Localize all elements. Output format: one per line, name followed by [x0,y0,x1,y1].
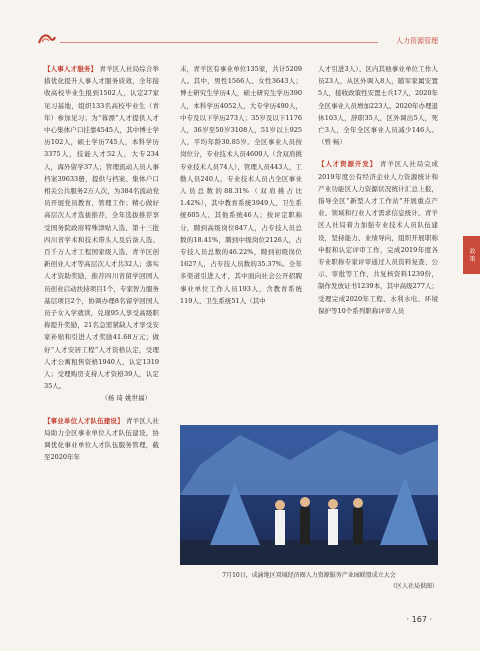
page-number: · 167 · [406,615,432,624]
caption-line-1: 7月10日，成渝地区双城经济圈人力资源服务产业园联盟成立大会 [222,572,396,579]
author-signature: （杨 琦 姚世福） [101,394,151,403]
section-heading-talent-development: 【人才资源开发】 [318,160,377,169]
paragraph-text: 末，青羊区有事业单位135家，共计5209人。其中，男性1566人、女性3643人；博士研究生学历4人，硕士研究生学历390人，本科学历4052人，大专学历490人，中专及以下学历273人；35岁及以下1176人，36岁至50岁3108人，51岁以上925人，平均年龄30.85岁。全区事业人员按岗位分，专业技术人员4600人（含双肩挑专业技术人员74人），管理人员443人，工勤人员240人，专业技术人员占全区事业人员总数的88.31%（双肩挑占比1.42%），其中教育系统3949人、卫生系统605人、其他系统46人；按评定职称分，聘到高级岗位847人，占专技人员总数的18.41%，聘到中级岗位2126人，占专技人员总数的46.22%，聘到初级岗位1627人，占专技人员数的35.37%。全年多渠道引进人才，其中面向社会公开招聘事业单位工作人员193人，含教育系统119人、卫生系统51人（其中 [180,65,302,305]
photo-caption [180,570,438,592]
header-logo-icon [38,33,56,45]
column-3 [318,63,438,317]
section-heading-institution-talent: 【事业单位人才队伍建设】 [44,416,124,425]
paragraph-talent-development [318,158,438,317]
event-photo [180,425,438,565]
section-heading-personnel-service: 【人事人才服务】 [44,65,98,73]
paragraph-text: 青羊区人社局综合举措优化提升人事人才服务质效，全年接收高校毕业生报到1502人，认定27家见习基地，组织133名高校毕业生（青年）参加见习；为“蓉漂”人才提供人才中心集体户口挂靠4545人，其中博士学历102人，硕士学历745人，本科学历3375人，技能人才52人，大专234人，海外留学37人；管理流动人员人事档案39633册，提供与档案、集体户口相关公共服务2万人次，为384名流动党员开展党员教育，管理工作；精心做好高层次人才选拔推荐，全年选拔推荐享受国务院政府特殊津贴人选、第十三批四川省学术和技术带头人及后备人选、百千万人才工程国家级人选、青羊区创新创业人才等高层次人才共32人；落实人才资助奖励，推荐四川省留学回国人员创业启动扶持项目1个，专家智力服务基层项目2个，协调办理8名留学回国人员子女入学就读，兑现95人享受高级职称提升奖励，21名急需紧缺人才享受安家补贴和引进人才奖励41.68万元；做好“人才安居工程”人才资格认定，受理人才公寓租售资格1940人，认定1319人；受理购房支持人才资格39人，认定35人。 [44,65,159,391]
header-rule [60,42,378,43]
paragraph-personnel-service [44,63,159,392]
paragraph-text: 青羊区人社局完成2019年度公有经济企业人力资源统计和产业功能区人力资源状况统计汇总上报，指导全区“新型人才工作站”开展重点产业、领域和行业人才需求信息统计。青羊区人社局着力加强专业技术人员队伍建设，坚持能力、业绩导向，组织开展职称申报和认定评审工作，完成2019年度各专业职称专家评审通过人员资料复查、公示、审批等工作，共复核资料1239份，制作发放证书1239本，其中高级277人；受理完成2020年工程、水利水电、环境保护等10个系列职称评审人员 [318,160,438,315]
caption-line-2: （区人社局供图） [389,583,438,590]
paragraph-text: 青羊区人社局助力全区事业单位人才队伍建设，协调优化事业单位人才队伍服务管理，截至2020年年 [44,416,160,462]
side-tab-policy: 政 策 [463,236,480,274]
paragraph-text: 人才引进3人）、区内其他事业单位工作人员23人，从区外调入8人，随军家属安置5人，接收政策性安置士兵17人，2020年全区事业人员增加223人。2020年办理退休103人，辞职35人，区外调出5人，死亡3人，全年全区事业人员减少146人。（曾 畅） [318,65,438,147]
paragraph-institution-talent [44,415,159,464]
column-1 [44,63,159,464]
column-2 [180,63,302,307]
header-title: 人力资源管理 [396,37,438,45]
